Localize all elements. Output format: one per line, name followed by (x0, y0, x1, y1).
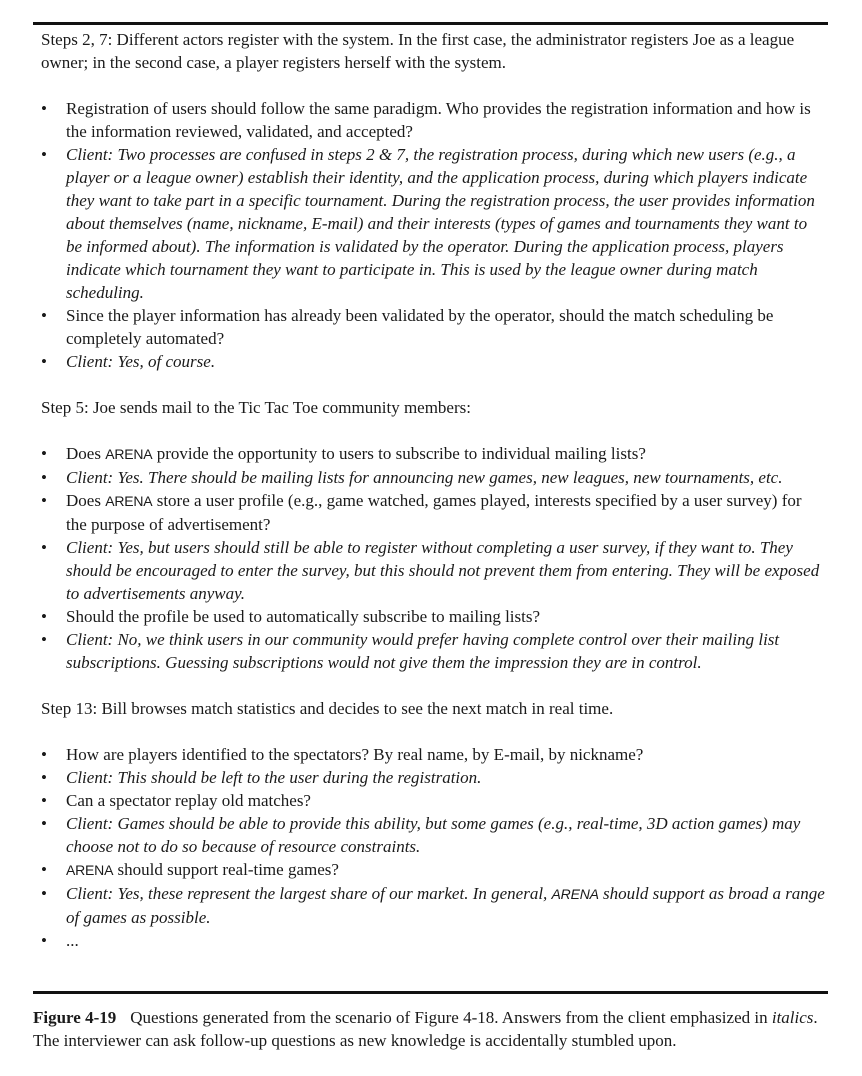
item-text (66, 630, 779, 672)
client-answer-item (41, 536, 826, 605)
bullet-icon: • (41, 630, 47, 649)
text-run: Registration of users should follow the same paradigm. Who provides the registration information and how is the information reviewed, validated, and accepted? (66, 99, 811, 141)
text-run: Should the profile be used to automatically subscribe to mailing lists? (66, 607, 541, 626)
section-heading: Steps 2, 7: Different actors register with the system. In the first case, the administrator registers Joe as a league owner; in the second case, a player registers herself with the system. (41, 30, 795, 72)
item-text (66, 352, 215, 371)
figure-label: Figure 4-19 (33, 1008, 117, 1027)
bullet-icon: • (41, 491, 47, 510)
arena-product-name: ARENA (105, 493, 153, 509)
question-item (41, 858, 826, 882)
client-answer-item (41, 466, 826, 489)
item-text (66, 860, 339, 879)
item-text (66, 491, 802, 534)
client-answer-item (41, 143, 826, 304)
question-item (41, 789, 826, 812)
question-item (41, 304, 826, 350)
bullet-icon: • (41, 884, 47, 903)
text-run: Client: Yes, but users should still be able to register without completing a user survey, if they want to. They should be encouraged to enter the survey, but this should not prevent them from entering. They will be exposed to advertisements anyway. (66, 538, 820, 603)
client-answer-item (41, 350, 826, 373)
item-text (66, 814, 800, 856)
caption-text: Questions generated from the scenario of Figure 4-18. Answers from the client emphasized in (130, 1008, 772, 1027)
bullet-icon: • (41, 444, 47, 463)
section-heading: Step 5: Joe sends mail to the Tic Tac Toe community members: (41, 398, 471, 417)
bullet-icon: • (41, 99, 47, 118)
bullet-icon: • (41, 468, 47, 487)
caption-text-end: . The interviewer can ask follow-up questions as new knowledge is accidentally stumbled upon. (33, 1008, 818, 1050)
item-text (66, 745, 643, 764)
client-answer-item (41, 628, 826, 674)
arena-product-name: ARENA (66, 862, 114, 878)
question-item (41, 605, 826, 628)
text-run: Client: No, we think users in our community would prefer having complete control over their mailing list subscriptions. Guessing subscriptions would not give them the impression they are in control. (66, 630, 780, 672)
item-text (66, 99, 811, 141)
qa-list (41, 97, 826, 373)
item-text (66, 538, 819, 603)
text-run: ... (66, 931, 79, 950)
caption-italic-word: italics (771, 1008, 814, 1027)
text-run: store a user profile (e.g., game watched, games played, interests specified by a user survey) for the purpose of advertisement? (66, 491, 802, 534)
client-answer-item (41, 766, 826, 789)
text-run: Does (66, 491, 106, 510)
section-step-5 (41, 396, 826, 674)
item-text (66, 468, 782, 487)
bottom-rule (33, 991, 828, 994)
item-text (66, 884, 825, 927)
text-run: Client: Yes, these represent the largest share of our market. In general, (66, 884, 552, 903)
bullet-icon: • (41, 306, 47, 325)
arena-product-name: ARENA (105, 446, 153, 462)
question-item (41, 442, 826, 466)
bullet-icon: • (41, 931, 47, 950)
bullet-icon: • (41, 860, 47, 879)
qa-list (41, 442, 826, 674)
bullet-icon: • (41, 745, 47, 764)
bullet-icon: • (41, 768, 47, 787)
bullet-icon: • (41, 352, 47, 371)
text-run: Client: Yes, of course. (66, 352, 216, 371)
qa-list (41, 743, 826, 952)
bullet-icon: • (41, 791, 47, 810)
question-item (41, 489, 826, 536)
text-run: Client: This should be left to the user during the registration. (66, 768, 482, 787)
item-text (66, 306, 773, 348)
text-run: Client: Games should be able to provide this ability, but some games (e.g., real-time, 3D action games) may choose not to do so because of resource constraints. (66, 814, 801, 856)
item-text (66, 444, 646, 463)
text-run: Does (66, 444, 106, 463)
item-text (66, 931, 79, 950)
text-run: provide the opportunity to users to subscribe to individual mailing lists? (152, 444, 646, 463)
figure-caption (33, 1006, 833, 1052)
arena-product-name: ARENA (551, 886, 599, 902)
client-answer-item (41, 882, 826, 929)
bullet-icon: • (41, 814, 47, 833)
question-item (41, 97, 826, 143)
bullet-icon: • (41, 538, 47, 557)
text-run: should support as broad a range of games as possible. (66, 884, 825, 927)
figure-body (41, 28, 826, 975)
section-step-13 (41, 697, 826, 952)
section-steps-2-7 (41, 28, 826, 373)
text-run: How are players identified to the spectators? By real name, by E-mail, by nickname? (66, 745, 644, 764)
bullet-icon: • (41, 607, 47, 626)
text-run: Can a spectator replay old matches? (66, 791, 311, 810)
section-heading: Step 13: Bill browses match statistics and decides to see the next match in real time. (41, 699, 614, 718)
question-item (41, 929, 826, 952)
text-run: Client: Two processes are confused in steps 2 & 7, the registration process, during which new users (e.g., a player or a league owner) establish their identity, and the application process, during which players indicate they want to take part in a specific tournament. During the registration process, the user provides information about themselves (name, nickname, E-mail) and their interests (types of games and tournaments they want to be informed about). The information is validated by the operator. During the application process, players indicate which tournament they want to participate in. This is used by the league owner during match scheduling. (66, 145, 815, 302)
client-answer-item (41, 812, 826, 858)
item-text (66, 791, 311, 810)
text-run: Since the player information has already been validated by the operator, should the match scheduling be completely automated? (66, 306, 774, 348)
bullet-icon: • (41, 145, 47, 164)
item-text (66, 145, 815, 302)
question-item (41, 743, 826, 766)
item-text (66, 607, 540, 626)
text-run: Client: Yes. There should be mailing lists for announcing new games, new leagues, new tournaments, etc. (66, 468, 783, 487)
top-rule (33, 22, 828, 25)
item-text (66, 768, 481, 787)
text-run: should support real-time games? (113, 860, 339, 879)
